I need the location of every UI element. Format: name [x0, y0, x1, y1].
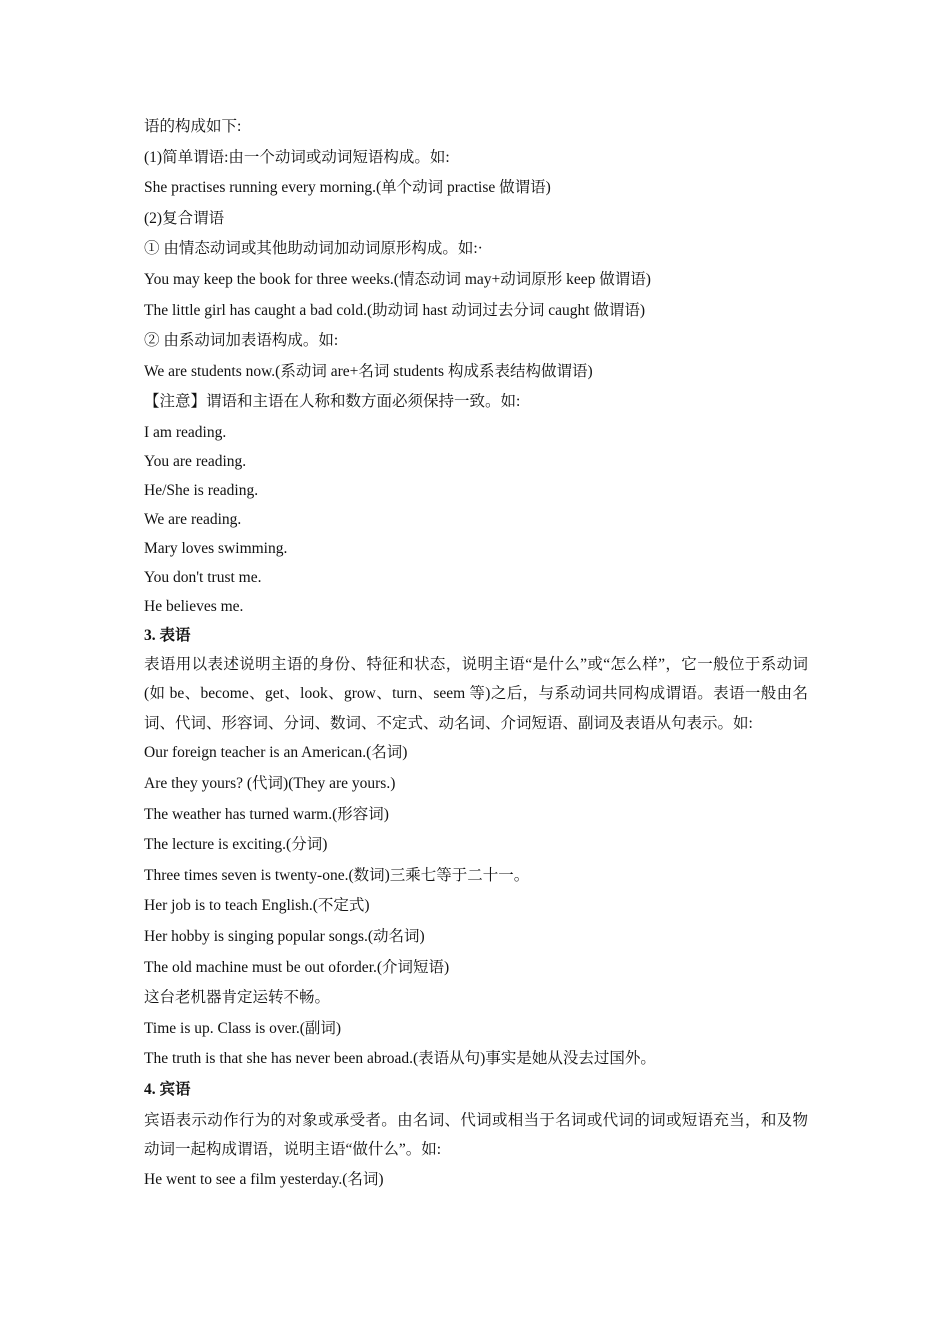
example-line: Time is up. Class is over.(副词)	[144, 1019, 342, 1037]
example-line: Three times seven is twenty-one.(数词)三乘七等于二十一。	[144, 866, 530, 884]
note-line: 【注意】谓语和主语在人称和数方面必须保持一致。如:	[144, 393, 521, 411]
example-line: The weather has turned warm.(形容词)	[144, 805, 389, 823]
section-3-heading: 3. 表语	[144, 626, 191, 644]
text-line: ① 由情态动词或其他助动词加动词原形构成。如:·	[144, 240, 483, 258]
example-line: Our foreign teacher is an American.(名词)	[144, 744, 408, 762]
text-line: (2)复合谓语	[144, 209, 225, 227]
document-body	[144, 112, 808, 1195]
text-line: We are students now.(系动词 are+名词 students 构成系表结构做谓语)	[144, 362, 593, 380]
section-4-paragraph: 宾语表示动作行为的对象或承受者。由名词、代词或相当于名词或代词的词或短语充当，和及物动词一起构成谓语，说明主语“做什么”。如:	[144, 1111, 808, 1159]
example-line: I am reading.	[144, 423, 227, 441]
example-line: 这台老机器肯定运转不畅。	[144, 989, 331, 1007]
example-line: The lecture is exciting.(分词)	[144, 836, 328, 854]
example-line: The old machine must be out oforder.(介词短语)	[144, 958, 450, 976]
example-line: We are reading.	[144, 510, 242, 528]
example-line: The truth is that she has never been abroad.(表语从句)事实是她从没去过国外。	[144, 1050, 656, 1068]
text-line: 语的构成如下:	[144, 118, 242, 135]
example-line: You don't trust me.	[144, 568, 262, 586]
text-line: She practises running every morning.(单个动词 practise 做谓语)	[144, 179, 551, 197]
section-4-heading: 4. 宾语	[144, 1080, 191, 1098]
example-line: You are reading.	[144, 452, 247, 470]
text-line: ② 由系动词加表语构成。如:	[144, 332, 339, 350]
text-line: You may keep the book for three weeks.(情态动词 may+动词原形 keep 做谓语)	[144, 270, 651, 288]
example-line: He/She is reading.	[144, 481, 259, 499]
text-line: The little girl has caught a bad cold.(助动词 hast 动词过去分词 caught 做谓语)	[144, 301, 646, 319]
text-line: (1)简单谓语:由一个动词或动词短语构成。如:	[144, 148, 450, 166]
example-line: He went to see a film yesterday.(名词)	[144, 1170, 384, 1188]
example-line: Her hobby is singing popular songs.(动名词)	[144, 928, 425, 945]
section-3-paragraph: 表语用以表述说明主语的身份、特征和状态，说明主语“是什么”或“怎么样”，它一般位于系动词(如 be、become、get、look、grow、turn、seem 等)之后，与系动词共同构成谓语。表语一般由名词、代词、形容词、分词、数词、不定式、动名词、介词短语、副词及表语从句表示。如:	[144, 655, 808, 732]
example-line: Mary loves swimming.	[144, 539, 288, 557]
example-line: He believes me.	[144, 597, 244, 615]
example-line: Her job is to teach English.(不定式)	[144, 897, 370, 915]
example-line: Are they yours? (代词)(They are yours.)	[144, 775, 396, 793]
